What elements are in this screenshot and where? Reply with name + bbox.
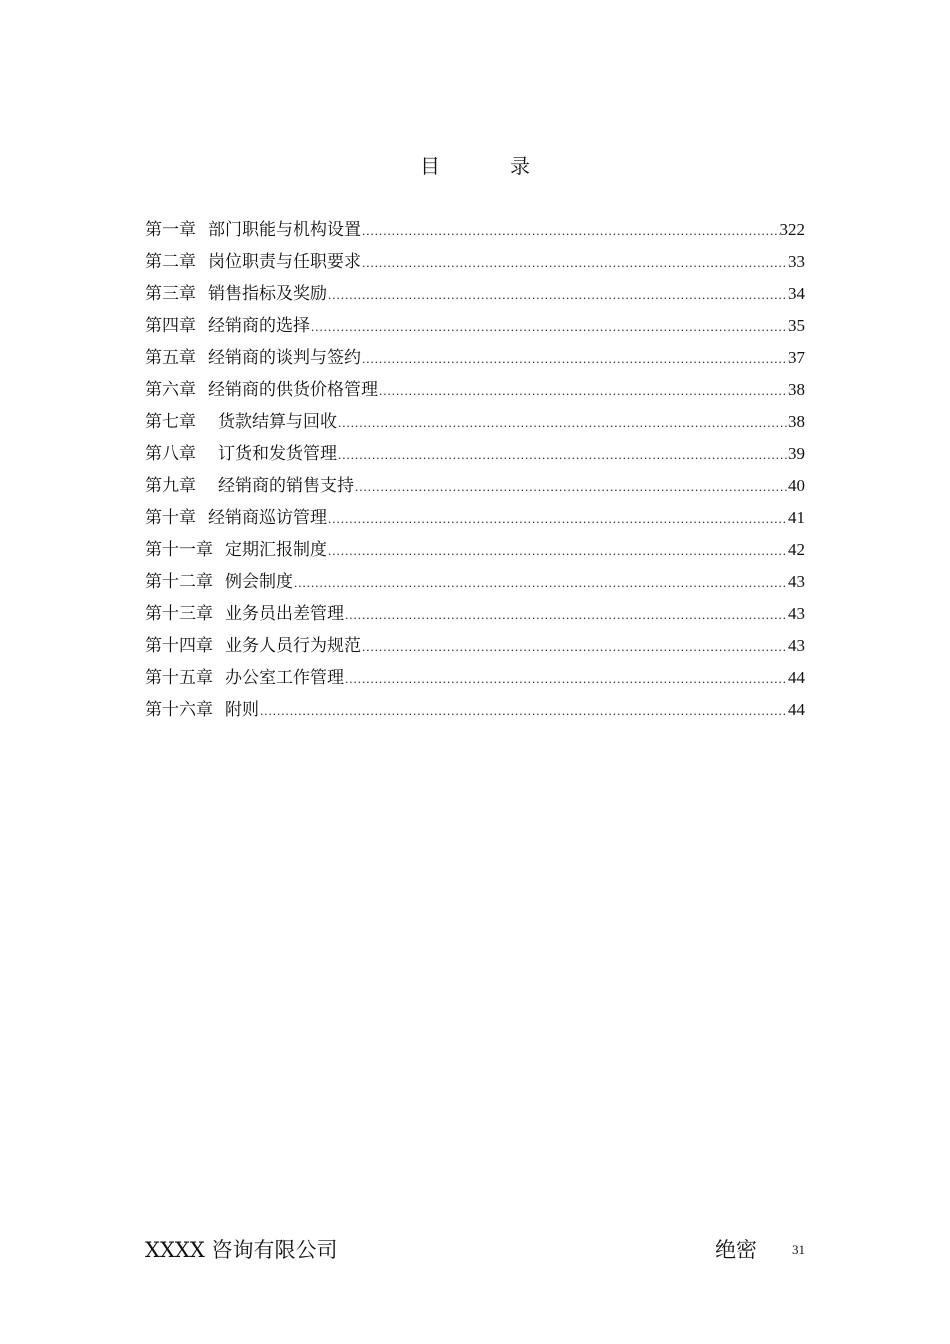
toc-page-number: 35 [788, 316, 805, 335]
toc-page-number: 38 [788, 412, 805, 431]
toc-page-number: 34 [788, 284, 805, 303]
toc-dot-leader [378, 375, 788, 407]
toc-page-number: 322 [779, 220, 805, 239]
toc-entry-title: 经销商的销售支持 [218, 476, 354, 496]
toc-entry-title: 办公室工作管理 [225, 668, 344, 688]
toc-chapter-label: 第十章 [145, 508, 196, 528]
toc-entry-title: 销售指标及奖励 [208, 284, 327, 304]
toc-entry-title: 经销商的选择 [208, 316, 310, 336]
toc-heading-char-2: 录 [510, 154, 530, 178]
toc-entry[interactable] [145, 374, 805, 406]
toc-list [145, 214, 805, 726]
toc-entry-title: 经销商的谈判与签约 [208, 348, 361, 368]
toc-entry-title: 例会制度 [225, 572, 293, 592]
toc-chapter-label: 第五章 [145, 348, 196, 368]
toc-chapter-label: 第十二章 [145, 572, 213, 592]
footer-classification: 绝密 [715, 1238, 757, 1262]
toc-heading [0, 150, 950, 179]
toc-dot-leader [361, 631, 788, 663]
toc-chapter-label: 第十四章 [145, 636, 213, 656]
toc-page-number: 33 [788, 252, 805, 271]
toc-page-number: 43 [788, 636, 805, 655]
toc-chapter-label: 第十一章 [145, 540, 213, 560]
toc-page-number: 43 [788, 572, 805, 591]
toc-dot-leader [259, 695, 788, 727]
toc-dot-leader [361, 343, 788, 375]
toc-page-number: 43 [788, 604, 805, 623]
toc-chapter-label: 第二章 [145, 252, 196, 272]
toc-entry[interactable] [145, 694, 805, 726]
toc-dot-leader [361, 215, 780, 247]
toc-entry-title: 经销商的供货价格管理 [208, 380, 378, 400]
toc-chapter-label: 第四章 [145, 316, 196, 336]
toc-chapter-label: 第七章 [145, 412, 196, 432]
toc-entry-title: 部门职能与机构设置 [208, 220, 361, 240]
toc-chapter-label: 第一章 [145, 220, 196, 240]
footer-company-name: XXXX 咨询有限公司 [145, 1238, 338, 1262]
toc-entry[interactable] [145, 566, 805, 598]
toc-dot-leader [344, 663, 788, 695]
toc-entry[interactable] [145, 278, 805, 310]
toc-page-number: 39 [788, 444, 805, 463]
toc-dot-leader [361, 247, 788, 279]
toc-dot-leader [337, 407, 788, 439]
toc-dot-leader [327, 279, 788, 311]
toc-page-number: 44 [788, 700, 805, 719]
toc-chapter-label: 第三章 [145, 284, 196, 304]
toc-dot-leader [337, 439, 788, 471]
toc-chapter-label: 第十六章 [145, 700, 213, 720]
toc-entry[interactable] [145, 406, 805, 438]
toc-dot-leader [310, 311, 788, 343]
toc-dot-leader [354, 471, 788, 503]
toc-entry-title: 订货和发货管理 [218, 444, 337, 464]
toc-page-number: 38 [788, 380, 805, 399]
toc-entry[interactable] [145, 502, 805, 534]
toc-entry[interactable] [145, 630, 805, 662]
toc-dot-leader [327, 535, 788, 567]
toc-dot-leader [327, 503, 788, 535]
toc-entry-title: 岗位职责与任职要求 [208, 252, 361, 272]
toc-entry[interactable] [145, 534, 805, 566]
toc-entry[interactable] [145, 662, 805, 694]
toc-heading-char-1: 目 [420, 154, 440, 178]
toc-entry-title: 货款结算与回收 [218, 412, 337, 432]
toc-entry[interactable] [145, 470, 805, 502]
toc-dot-leader [293, 567, 788, 599]
toc-chapter-label: 第九章 [145, 476, 196, 496]
toc-dot-leader [344, 599, 788, 631]
toc-page-number: 41 [788, 508, 805, 527]
toc-entry[interactable] [145, 438, 805, 470]
toc-entry-title: 业务员出差管理 [225, 604, 344, 624]
toc-page-number: 37 [788, 348, 805, 367]
toc-chapter-label: 第十三章 [145, 604, 213, 624]
toc-entry-title: 业务人员行为规范 [225, 636, 361, 656]
footer-page-number: 31 [792, 1242, 805, 1257]
page-footer [145, 1230, 805, 1264]
toc-chapter-label: 第十五章 [145, 668, 213, 688]
toc-page-number: 44 [788, 668, 805, 687]
toc-chapter-label: 第八章 [145, 444, 196, 464]
toc-entry[interactable] [145, 342, 805, 374]
toc-entry-title: 经销商巡访管理 [208, 508, 327, 528]
toc-entry[interactable] [145, 214, 805, 246]
toc-entry[interactable] [145, 246, 805, 278]
toc-page-number: 42 [788, 540, 805, 559]
toc-chapter-label: 第六章 [145, 380, 196, 400]
toc-entry-title: 附则 [225, 700, 259, 720]
toc-page-number: 40 [788, 476, 805, 495]
toc-entry[interactable] [145, 598, 805, 630]
toc-entry[interactable] [145, 310, 805, 342]
toc-entry-title: 定期汇报制度 [225, 540, 327, 560]
